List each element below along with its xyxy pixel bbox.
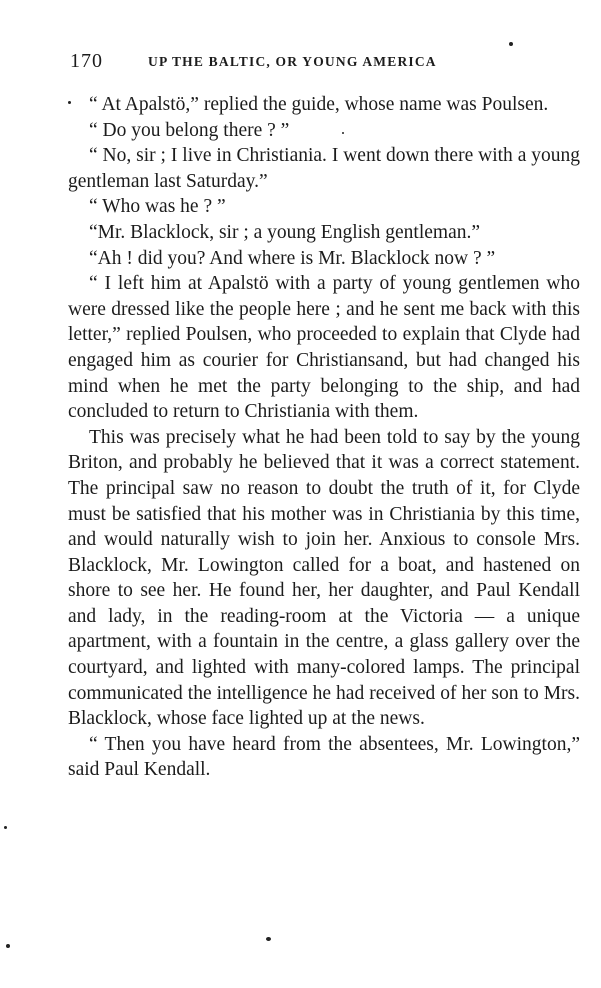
ink-speck <box>342 132 344 134</box>
body-text <box>68 92 580 783</box>
paragraph: “Mr. Blacklock, sir ; a young English gentleman.” <box>89 221 480 243</box>
paragraph: “ Then you have heard from the absentees, Mr. Lowington,” said Paul Kendall. <box>68 733 580 781</box>
paragraph: This was precisely what he had been told to say by the young Briton, and probably he believed that it was a correct statement. The principal saw no reason to doubt the truth of it, for Clyde must be satisfied that his mother was in Christiania by this time, and would naturally wish to join her. Anxious to console Mrs. Blacklock, Mr. Lowington called for a boat, and hastened on shore to see her. He found her, her daughter, and Paul Kendall and lady, in the reading-room at the Victoria — a unique apartment, with a fountain in the centre, a glass gallery over the courtyard, and lighted with many-colored lamps. The principal communicated the intelligence he had received of her son to Mrs. Blacklock, whose face lighted up at the news. <box>68 426 580 730</box>
ink-speck <box>6 944 10 948</box>
paragraph: “ I left him at Apalstö with a party of young gentlemen who were dressed like the people here ; and he sent me back with this letter,” replied Poulsen, who proceeded to explain that Clyde had engaged him as courier for Christiansand, but had changed his mind when he met the party belonging to the ship, and had concluded to return to Christiania with them. <box>68 273 580 423</box>
paragraph: “ No, sir ; I live in Christiania. I went down there with a young gentleman last Saturday.” <box>68 145 580 192</box>
ink-speck <box>266 937 271 941</box>
paragraph: “ At Apalstö,” replied the guide, whose name was Poulsen. <box>89 94 549 115</box>
paragraph: “Ah ! did you? And where is Mr. Blacklock now ? ” <box>89 247 496 269</box>
ink-speck <box>68 101 71 104</box>
running-head: UP THE BALTIC, OR YOUNG AMERICA <box>148 54 437 69</box>
page-header <box>68 50 580 74</box>
page-number: 170 <box>70 50 103 72</box>
paragraph: “ Who was he ? ” <box>89 196 226 218</box>
ink-speck <box>509 42 513 46</box>
paragraph: “ Do you belong there ? ” <box>89 119 290 141</box>
ink-speck <box>4 826 7 829</box>
